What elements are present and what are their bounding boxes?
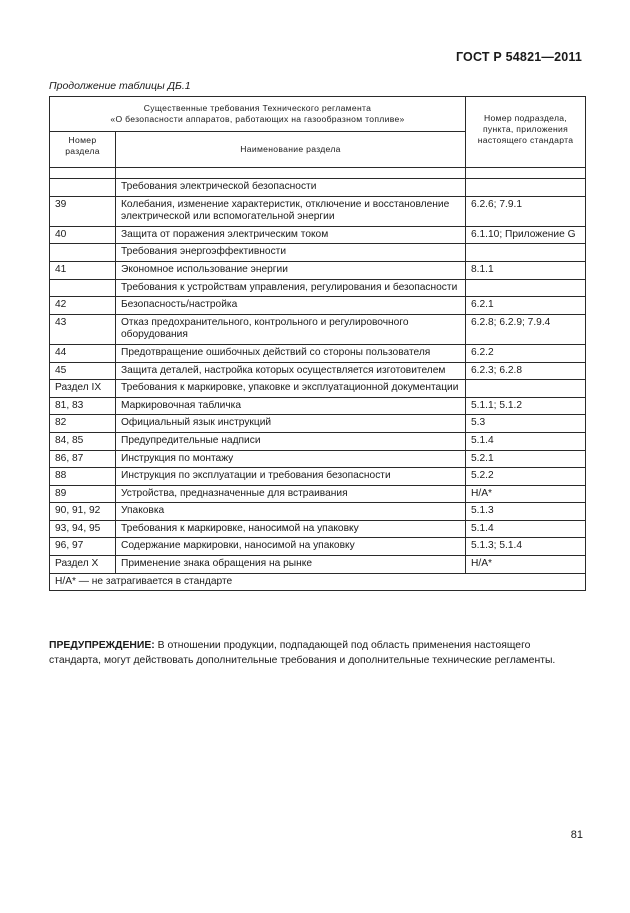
cell-section-number: 96, 97 [50, 538, 116, 556]
cell-section-number: Раздел X [50, 556, 116, 574]
cell-section-number: 45 [50, 362, 116, 380]
cell-section-name: Требования энергоэффективности [116, 244, 466, 262]
cell-subsection-ref: Н/А* [466, 556, 586, 574]
table-row [50, 380, 586, 398]
cell-section-number [50, 244, 116, 262]
cell-section-name: Предотвращение ошибочных действий со стороны пользователя [116, 344, 466, 362]
cell-subsection-ref: 5.1.4 [466, 520, 586, 538]
cell-section-number: 82 [50, 415, 116, 433]
cell-section-number [50, 179, 116, 197]
cell-section-number: 40 [50, 226, 116, 244]
cell-section-number: 86, 87 [50, 450, 116, 468]
cell-section-name: Применение знака обращения на рынке [116, 556, 466, 574]
cell-section-name: Защита от поражения электрическим током [116, 226, 466, 244]
table-row [50, 244, 586, 262]
cell-subsection-ref: 5.2.2 [466, 468, 586, 486]
cell-subsection-ref: 6.2.1 [466, 297, 586, 315]
cell-subsection-ref: 6.2.8; 6.2.9; 7.9.4 [466, 314, 586, 344]
cell-subsection-ref: 5.2.1 [466, 450, 586, 468]
cell-section-number: 88 [50, 468, 116, 486]
table-row [50, 432, 586, 450]
cell-section-name: Защита деталей, настройка которых осуществляется изготовителем [116, 362, 466, 380]
header-requirements [50, 97, 466, 132]
cell-section-name: Требования электрической безопасности [116, 179, 466, 197]
table-row [50, 362, 586, 380]
cell-section-number: 44 [50, 344, 116, 362]
cell-section-name: Официальный язык инструкций [116, 415, 466, 433]
table-row [50, 415, 586, 433]
cell-section-name: Требования к маркировке, упаковке и эксплуатационной документации [116, 380, 466, 398]
cell-section-number: 84, 85 [50, 432, 116, 450]
cell-section-name: Предупредительные надписи [116, 432, 466, 450]
header-section-name: Наименование раздела [116, 132, 466, 168]
cell-section-name: Содержание маркировки, наносимой на упаковку [116, 538, 466, 556]
table-row [50, 520, 586, 538]
cell-subsection-ref: 5.3 [466, 415, 586, 433]
cell-subsection-ref: 6.2.2 [466, 344, 586, 362]
table-row [50, 556, 586, 574]
cell-section-name: Инструкция по эксплуатации и требования безопасности [116, 468, 466, 486]
cell-section-number: Раздел IX [50, 380, 116, 398]
cell-section-name: Экономное использование энергии [116, 261, 466, 279]
table-row [50, 485, 586, 503]
table-row [50, 196, 586, 226]
table-row [50, 226, 586, 244]
cell-subsection-ref: 5.1.4 [466, 432, 586, 450]
cell-subsection-ref [466, 244, 586, 262]
cell-subsection-ref [466, 279, 586, 297]
header-requirements-line2: «О безопасности аппаратов, работающих на газообразном топливе» [110, 114, 405, 124]
table-row [50, 179, 586, 197]
requirements-table [49, 96, 586, 591]
spacer-row [50, 168, 586, 179]
cell-section-number [50, 279, 116, 297]
cell-section-number: 39 [50, 196, 116, 226]
table-body [50, 179, 586, 574]
cell-subsection-ref: 5.1.3; 5.1.4 [466, 538, 586, 556]
cell-section-number: 93, 94, 95 [50, 520, 116, 538]
table-row [50, 468, 586, 486]
table-caption: Продолжение таблицы ДБ.1 [49, 80, 191, 92]
table-row [50, 397, 586, 415]
cell-subsection-ref: Н/А* [466, 485, 586, 503]
cell-section-number: 90, 91, 92 [50, 503, 116, 521]
cell-section-number: 42 [50, 297, 116, 315]
cell-section-name: Маркировочная табличка [116, 397, 466, 415]
cell-subsection-ref: 6.2.3; 6.2.8 [466, 362, 586, 380]
cell-section-number: 43 [50, 314, 116, 344]
table-footnote: Н/А* — не затрагивается в стандарте [50, 573, 586, 591]
cell-subsection-ref [466, 380, 586, 398]
table-row [50, 538, 586, 556]
cell-section-name: Требования к устройствам управления, регулирования и безопасности [116, 279, 466, 297]
cell-section-number: 41 [50, 261, 116, 279]
cell-section-name: Упаковка [116, 503, 466, 521]
header-requirements-line1: Существенные требования Технического регламента [143, 103, 372, 113]
table-row [50, 297, 586, 315]
header-section-number: Номер раздела [50, 132, 116, 168]
footnote-row [50, 573, 586, 591]
cell-section-number: 89 [50, 485, 116, 503]
warning-text: В отношении продукции, подпадающей под область применения настоящего стандарта, могут действовать дополнительные требования и дополнительные технические регламенты. [49, 640, 556, 666]
table-row [50, 261, 586, 279]
header-subsection-ref: Номер подраздела, пункта, приложения настоящего стандарта [466, 97, 586, 168]
table-header-row [50, 97, 586, 132]
cell-section-name: Отказ предохранительного, контрольного и регулировочного оборудования [116, 314, 466, 344]
page-number: 81 [570, 829, 583, 841]
cell-subsection-ref: 5.1.3 [466, 503, 586, 521]
table-row [50, 344, 586, 362]
cell-section-number: 81, 83 [50, 397, 116, 415]
warning-paragraph [49, 639, 585, 668]
cell-subsection-ref: 8.1.1 [466, 261, 586, 279]
table-row [50, 279, 586, 297]
cell-section-name: Устройства, предназначенные для встраивания [116, 485, 466, 503]
cell-subsection-ref: 5.1.1; 5.1.2 [466, 397, 586, 415]
cell-section-name: Безопасность/настройка [116, 297, 466, 315]
cell-section-name: Колебания, изменение характеристик, отключение и восстановление электрической или вспомогательной энергии [116, 196, 466, 226]
cell-section-name: Требования к маркировке, наносимой на упаковку [116, 520, 466, 538]
cell-subsection-ref [466, 179, 586, 197]
table-row [50, 503, 586, 521]
warning-label: ПРЕДУПРЕЖДЕНИЕ: [49, 640, 155, 651]
cell-section-name: Инструкция по монтажу [116, 450, 466, 468]
cell-subsection-ref: 6.1.10; Приложение G [466, 226, 586, 244]
table-row [50, 450, 586, 468]
table-row [50, 314, 586, 344]
cell-subsection-ref: 6.2.6; 7.9.1 [466, 196, 586, 226]
standard-code: ГОСТ Р 54821—2011 [455, 50, 582, 64]
